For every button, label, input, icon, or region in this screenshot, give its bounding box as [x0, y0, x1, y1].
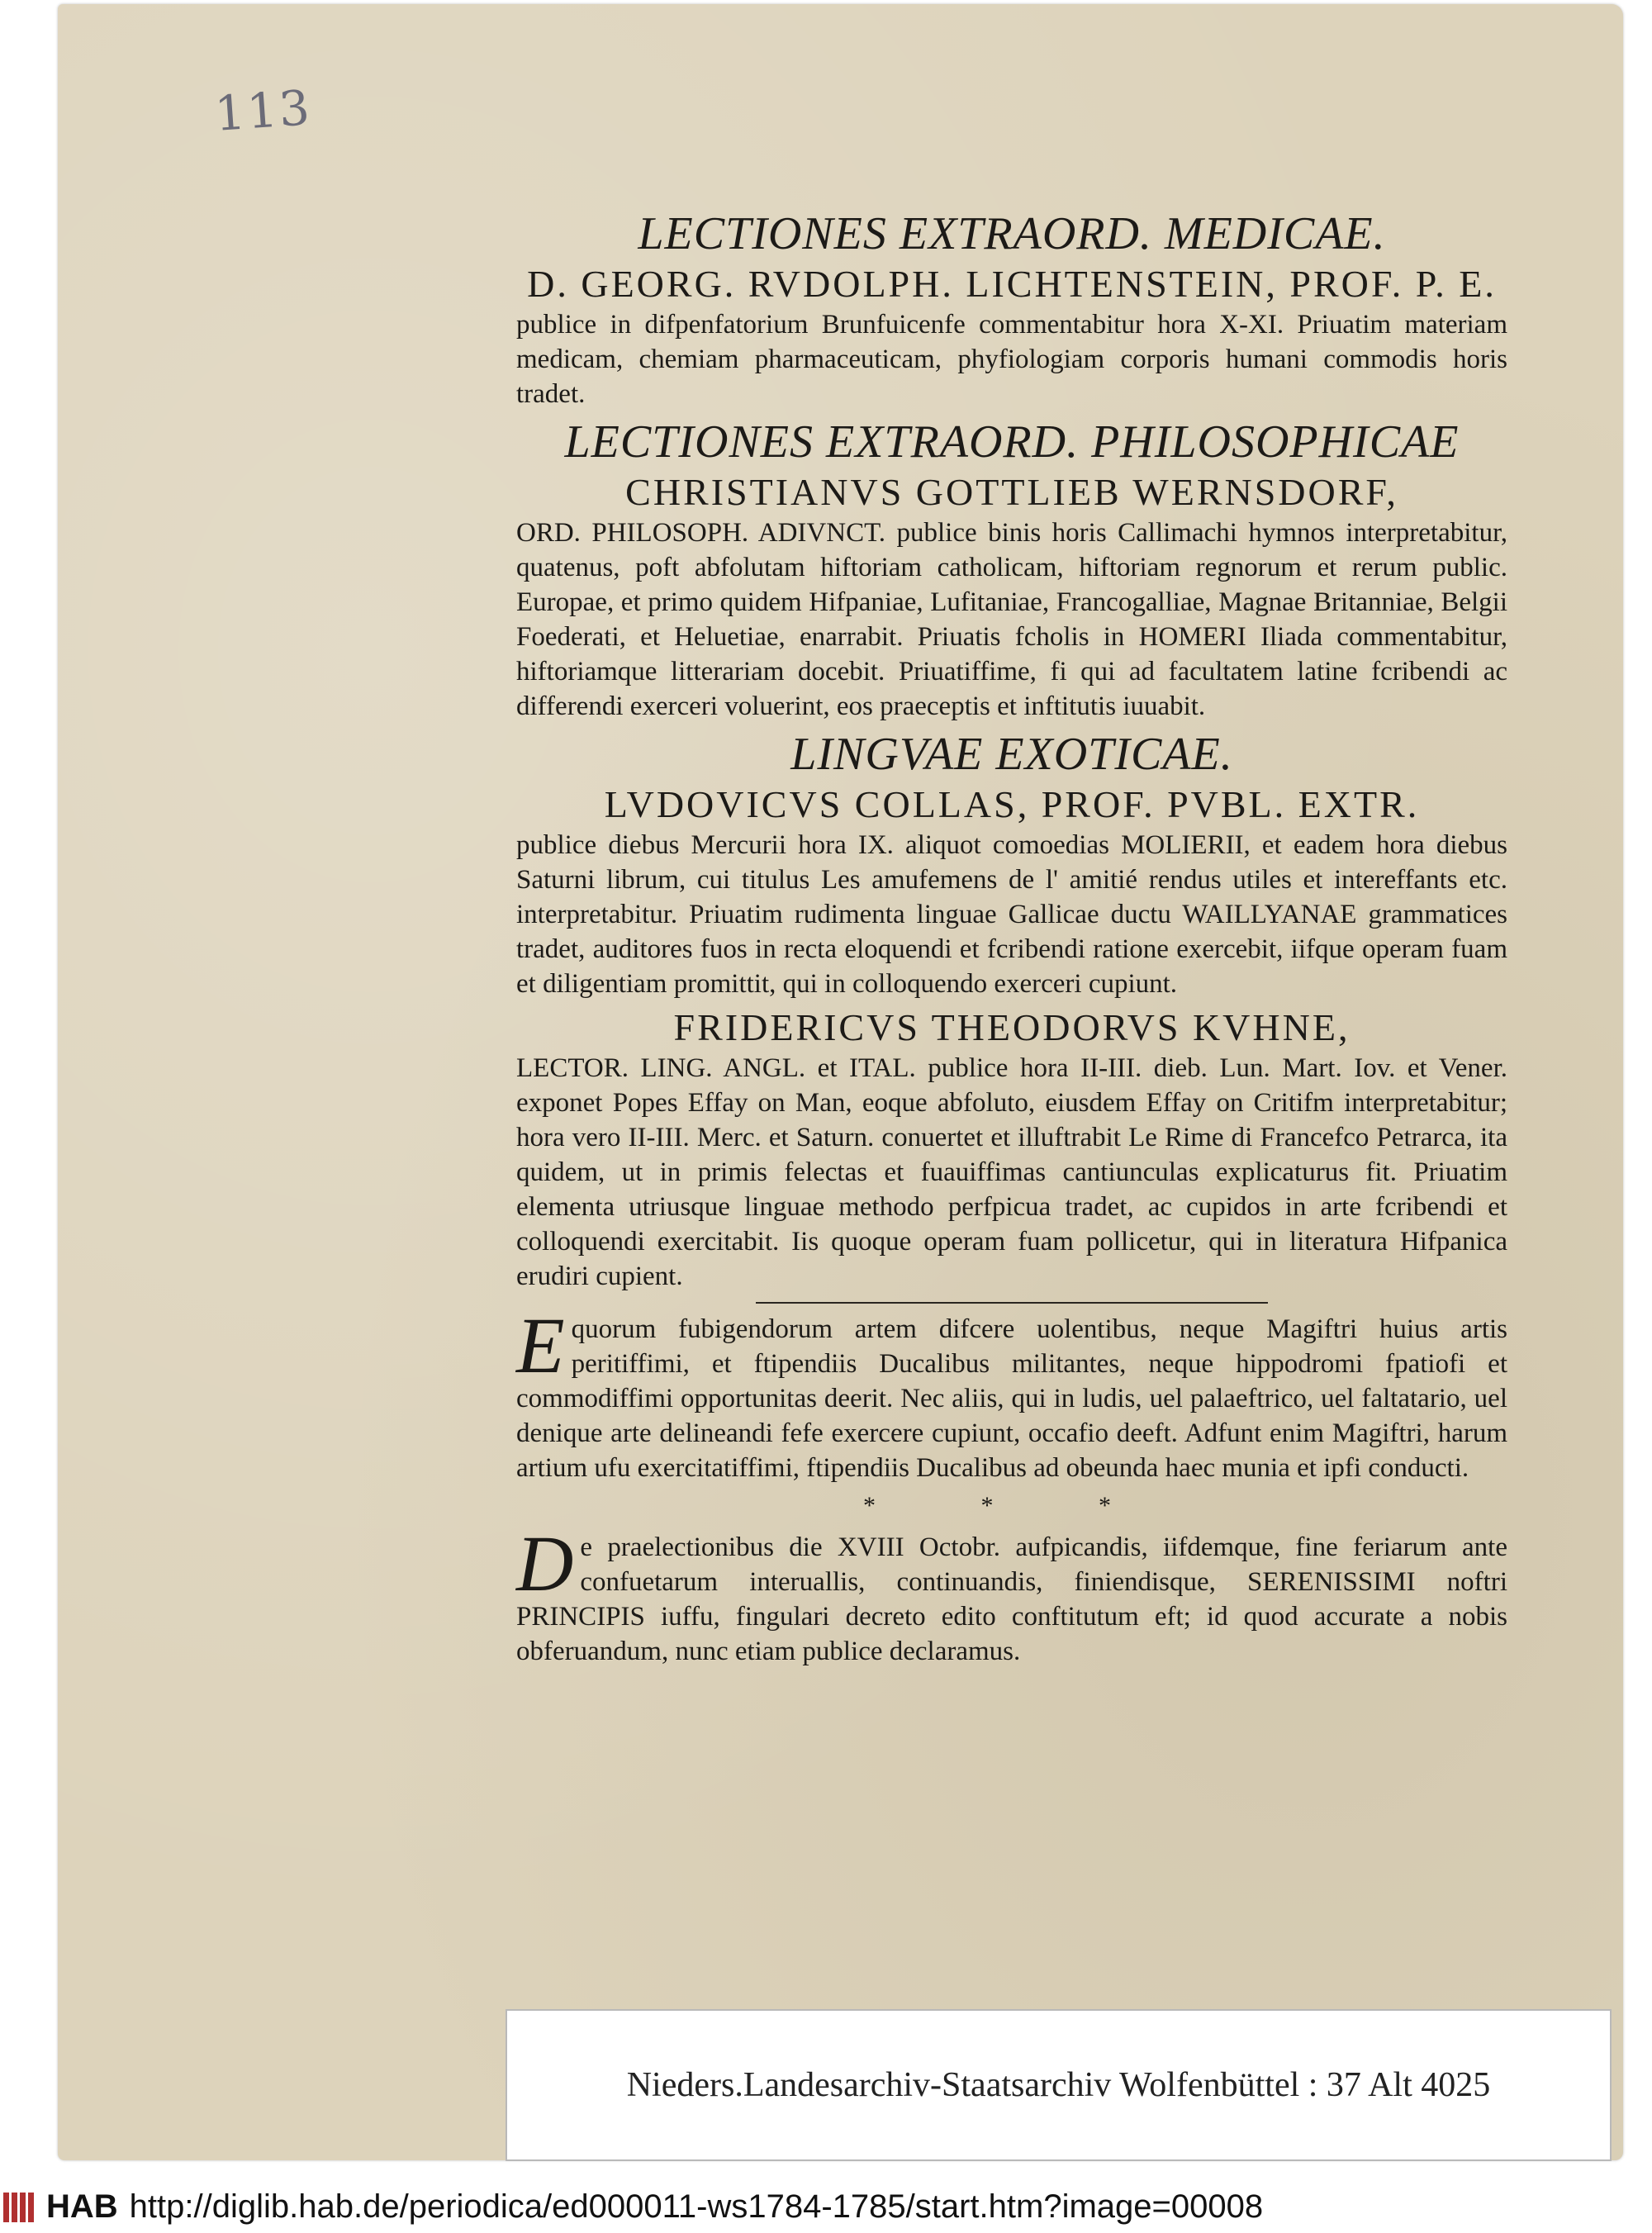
section-heading: LINGVAE EXOTICAE.	[790, 729, 1233, 780]
document-text	[516, 207, 1507, 1672]
notice-text: e praelectionibus die XVIII Octobr. aufpicandis, iifdemque, fine feriarum ante confuetarum interuallis, continuandis, finiendisque, SERENISSIMI noftri PRINCIPIS iuffu, fingulari decreto edito conftitutum eft; id quod accurate a nobis obferuandum, nunc etiam publice declaramus.	[516, 1532, 1507, 1666]
notice-paragraph	[516, 1519, 1507, 1669]
source-url-link[interactable]: http://diglib.hab.de/periodica/ed000011-ws1784-1785/start.htm?image=00008	[129, 2188, 1264, 2225]
section-heading: LECTIONES EXTRAORD. PHILOSOPHICAE	[564, 416, 1460, 468]
lecture-paragraph: LECTOR. LING. ANGL. et ITAL. publice hora II-III. dieb. Lun. Mart. Iov. et Vener. exponet Popes Effay on Man, eoque abfoluto, eiusdem Effay on Critifm interpretabitur; hora vero II-III. Merc. et Saturn. conuertet et illuftrabit Le Rime di Francefco Petrarca, ita quidem, ut in primis felectas et fuauiffimas cantiunculas explicaturus fit. Priuatim elementa utriusque linguae methodo perfpicua tradet, ac cupidos in arte fcribendi et colloquendi exercitabit. Iis quoque operam fuam pollicetur, qui in literatura Hifpanica erudiri cupient.	[516, 1053, 1507, 1291]
lecturer-name: CHRISTIANVS GOTTLIEB WERNSDORF,	[625, 471, 1398, 513]
document-page	[58, 4, 1623, 2160]
notice-paragraph	[516, 1301, 1507, 1485]
hab-logo-icon	[3, 2193, 36, 2222]
lecture-paragraph: ORD. PHILOSOPH. ADIVNCT. publice binis horis Callimachi hymnos interpretabitur, quatenus, poft abfolutam hiftoriam catholicam, hiftoriam regnorum et rerum public. Europae, et primo quidem Hifpaniae, Lufitaniae, Francogalliae, Magnae Britanniae, Belgii Foederati, et Heluetiae, enarrabit. Priuatis fcholis in HOMERI Iliada commentabitur, hiftoriamque litterariam docebit. Priuatiffime, fi qui ad facultatem latine fcribendi ac differendi exerceri voluerint, eos praeceptis et inftitutis iuuabit.	[516, 518, 1507, 721]
logo-text: HAB	[46, 2188, 118, 2225]
archive-label	[506, 2009, 1612, 2161]
separator-rule	[756, 1302, 1268, 1304]
drop-cap: D	[516, 1519, 574, 1608]
viewer-footer	[0, 2181, 1652, 2233]
lecturer-name: D. GEORG. RVDOLPH. LICHTENSTEIN, PROF. P. E.	[527, 263, 1497, 305]
lecturer-name: FRIDERICVS THEODORVS KVHNE,	[673, 1006, 1351, 1048]
folio-number: 113	[212, 79, 313, 142]
section-heading: LECTIONES EXTRAORD. MEDICAE.	[638, 208, 1386, 259]
lecture-paragraph: publice diebus Mercurii hora IX. aliquot comoedias MOLIERII, et eadem hora diebus Saturni librum, cui titulus Les amufemens de l' amitié rendus utiles et intereffants etc. interpretabitur. Priuatim rudimenta linguae Gallicae ductu WAILLYANAE grammatices tradet, auditores fuos in recta eloquendi et fcribendi ratione exercebit, iifque operam fuam et diligentiam promittit, qui in colloquendo exerceri cupiunt.	[516, 830, 1507, 999]
lecture-paragraph: publice in difpenfatorium Brunfuicenfe commentabitur hora X-XI. Priuatim materiam medicam, chemiam pharmaceuticam, phyfiologiam corporis humani commodis horis tradet.	[516, 310, 1507, 409]
lecturer-name: LVDOVICVS COLLAS, PROF. PVBL. EXTR.	[604, 783, 1420, 825]
notice-text: quorum fubigendorum artem difcere uolentibus, neque Magiftri huius artis peritiffimi, et ftipendiis Ducalibus militantes, neque hippodromi fpatiofi et commodiffimi opportunitas deerit. Nec aliis, qui in ludis, uel palaeftrico, uel faltatario, uel denique arte delineandi fefe exercere cupiunt, occafio deeft. Adfunt enim Magiftri, harum artium ufu exercitatiffimi, ftipendiis Ducalibus ad obeunda haec munia et ipfi conducti.	[516, 1314, 1507, 1483]
asterism: * * *	[863, 1492, 1161, 1519]
archive-label-text: Nieders.Landesarchiv-Staatsarchiv Wolfenbüttel : 37 Alt 4025	[626, 2066, 1491, 2104]
drop-cap: E	[516, 1301, 565, 1390]
